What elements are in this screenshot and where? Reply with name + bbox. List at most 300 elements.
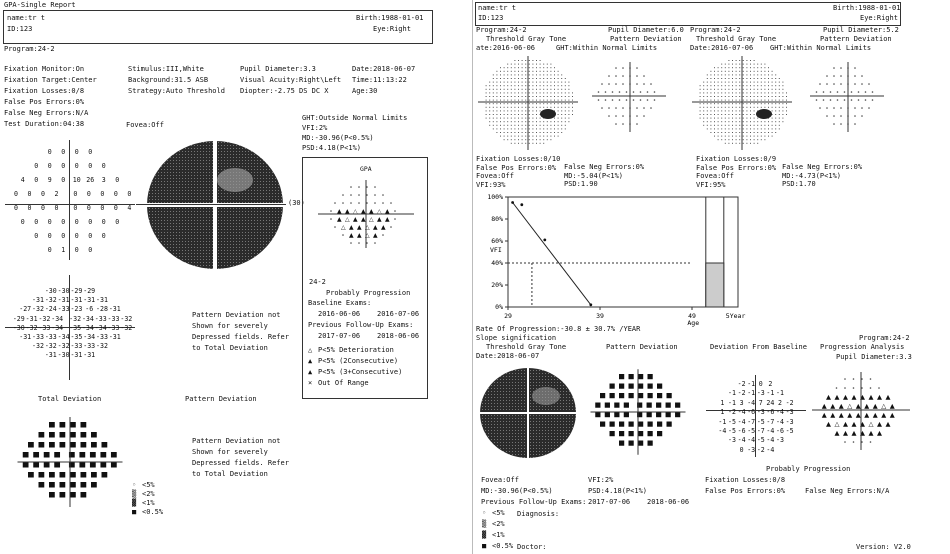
gray-dot xyxy=(550,128,551,129)
grid-value: -4 xyxy=(747,436,756,445)
pd-dot xyxy=(654,99,656,101)
gray-dot xyxy=(529,74,530,75)
y-tick-label: 80% xyxy=(491,215,503,223)
grid-value: -1 xyxy=(728,398,736,407)
gray-dot xyxy=(536,64,537,65)
gray-dot xyxy=(725,128,726,129)
gray-dot xyxy=(507,82,508,83)
exam3-vfi: VFI:2% xyxy=(588,476,614,484)
gray-dot xyxy=(743,114,744,115)
gray-dot xyxy=(547,100,548,101)
gray-dot xyxy=(522,78,523,79)
gray-dot xyxy=(707,114,708,115)
grid-value: -33 xyxy=(38,323,51,332)
prob-square xyxy=(49,472,55,478)
pd-dot xyxy=(819,83,821,85)
gray-dot xyxy=(540,64,541,65)
gray-dot xyxy=(547,103,548,104)
pd-dot xyxy=(826,75,828,77)
gray-dot xyxy=(728,132,729,133)
prob-square xyxy=(91,472,97,478)
gpa-map xyxy=(310,180,420,250)
gray-dot xyxy=(540,78,541,79)
gray-dot xyxy=(486,103,487,104)
grid-value: -5 xyxy=(728,417,736,426)
gray-dot xyxy=(572,114,573,115)
gray-dot xyxy=(543,103,544,104)
prob-square xyxy=(605,403,610,408)
gray-dot xyxy=(547,67,548,68)
gray-dot xyxy=(536,136,537,137)
prob-square xyxy=(100,452,106,458)
gray-dot xyxy=(543,143,544,144)
gray-dot xyxy=(536,89,537,90)
gray-dot xyxy=(700,100,701,101)
gpa-triangle: ▲ xyxy=(385,216,390,223)
gray-dot xyxy=(757,92,758,93)
gray-dot xyxy=(786,107,787,108)
prob-square xyxy=(23,462,29,468)
legend-label-1: <2% xyxy=(492,520,505,528)
gray-dot xyxy=(529,125,530,126)
grid-value: 26 xyxy=(86,176,95,184)
gray-dot xyxy=(550,121,551,122)
gray-dot xyxy=(507,121,508,122)
gray-dot xyxy=(550,96,551,97)
pd-note-line-3: to Total Deviation xyxy=(192,344,268,352)
eye-side: Eye:Right xyxy=(373,25,411,33)
pd-dot xyxy=(622,123,624,125)
gray-dot xyxy=(507,107,508,108)
gray-dot xyxy=(786,110,787,111)
pd-dot xyxy=(598,99,600,101)
gray-dot xyxy=(772,78,773,79)
grid-value: -4 xyxy=(776,408,784,417)
gray-dot xyxy=(558,107,559,108)
prob-square xyxy=(91,442,97,448)
grid-value: 0 xyxy=(61,218,66,226)
grid-value: -33 xyxy=(96,333,108,341)
gray-dot xyxy=(493,82,494,83)
gray-dot xyxy=(554,103,555,104)
grid-value: -7 xyxy=(747,417,756,426)
gray-dot xyxy=(511,110,512,111)
gray-dot xyxy=(710,85,711,86)
grid-value: -7 xyxy=(756,427,765,435)
grid-value: -31 xyxy=(44,351,57,360)
pd-dot xyxy=(650,107,652,109)
gray-dot xyxy=(750,128,751,129)
pa-triangle: △ xyxy=(847,402,853,410)
gray-dot xyxy=(739,71,740,72)
gray-dot xyxy=(540,96,541,97)
pa-triangle: ▲ xyxy=(834,393,840,401)
gray-dot xyxy=(543,82,544,83)
grid-value: 0 xyxy=(73,190,78,198)
gray-dot xyxy=(739,114,740,115)
gray-dot xyxy=(558,92,559,93)
gpa-triangle: ▲ xyxy=(369,208,374,215)
gray-dot xyxy=(736,136,737,137)
gray-dot xyxy=(725,89,726,90)
gray-dot xyxy=(507,103,508,104)
exam2-date: Date:2016-07-06 xyxy=(690,44,754,52)
gray-dot xyxy=(725,107,726,108)
gray-dot xyxy=(718,71,719,72)
exam1-pd-map xyxy=(588,62,668,142)
gray-dot xyxy=(703,103,704,104)
gray-dot xyxy=(550,139,551,140)
grid-value: -6 xyxy=(85,305,94,314)
gray-dot xyxy=(764,78,765,79)
gpa-dot xyxy=(394,218,396,220)
gray-dot xyxy=(525,64,526,65)
grid-value: -24 xyxy=(44,305,57,314)
gray-dot xyxy=(736,132,737,133)
gray-dot xyxy=(707,125,708,126)
y-tick-label: 0% xyxy=(495,303,503,311)
grid-value: -2 xyxy=(728,408,736,417)
gray-dot xyxy=(558,96,559,97)
gpa-legend-label-2: P<5% (3+Consecutive) xyxy=(318,368,403,376)
gray-dot xyxy=(782,89,783,90)
gray-dot xyxy=(543,74,544,75)
gray-dot xyxy=(518,78,519,79)
grid-value: -6 xyxy=(776,427,784,435)
gray-dot xyxy=(764,139,765,140)
pa-triangle: ▲ xyxy=(860,429,865,437)
prob-square xyxy=(600,393,605,398)
grid-value: 10 xyxy=(72,176,81,184)
gray-dot xyxy=(757,100,758,101)
gray-dot xyxy=(707,74,708,75)
prob-square xyxy=(666,403,671,408)
pa-triangle: ▲ xyxy=(821,411,827,419)
gray-dot xyxy=(543,136,544,137)
gray-dot xyxy=(489,92,490,93)
prob-square xyxy=(647,403,652,408)
grid-value: -2 xyxy=(756,445,765,454)
prob-square xyxy=(657,384,662,389)
gray-dot xyxy=(743,107,744,108)
gray-dot xyxy=(721,64,722,65)
gray-dot xyxy=(754,128,755,129)
gray-dot xyxy=(761,139,762,140)
gray-dot xyxy=(540,121,541,122)
gray-dot xyxy=(554,125,555,126)
gray-dot xyxy=(775,132,776,133)
gpa-legend-label-3: Out Of Range xyxy=(318,379,369,387)
gray-dot xyxy=(489,103,490,104)
gray-dot xyxy=(718,92,719,93)
grid-value: -5 xyxy=(756,417,765,426)
gray-dot xyxy=(532,143,533,144)
gray-dot xyxy=(714,100,715,101)
gray-dot xyxy=(743,143,744,144)
gray-dot xyxy=(725,78,726,79)
gpa-dot xyxy=(358,242,360,244)
gray-dot xyxy=(772,136,773,137)
prob-square xyxy=(81,432,87,438)
legend-label-0: <5% xyxy=(492,509,505,517)
gray-dot xyxy=(568,114,569,115)
gray-dot xyxy=(554,67,555,68)
gray-dot xyxy=(739,121,740,122)
gray-dot xyxy=(707,110,708,111)
gray-dot xyxy=(772,82,773,83)
gray-dot xyxy=(775,128,776,129)
gray-dot xyxy=(532,139,533,140)
gray-dot xyxy=(750,139,751,140)
gray-dot xyxy=(736,78,737,79)
prob-square xyxy=(648,393,653,398)
prob-square xyxy=(610,422,615,427)
doctor-label: Doctor: xyxy=(517,543,547,551)
gray-dot xyxy=(743,74,744,75)
gray-dot xyxy=(489,82,490,83)
gray-dot xyxy=(761,136,762,137)
gray-dot xyxy=(511,64,512,65)
gray-dot xyxy=(525,82,526,83)
gray-dot xyxy=(536,74,537,75)
pd-dot xyxy=(826,115,828,117)
gray-dot xyxy=(750,114,751,115)
vfi-axis-label: VFI xyxy=(490,246,502,254)
pd-dot xyxy=(601,83,603,85)
grid-value: -33 xyxy=(57,305,70,314)
grid-value: -5 xyxy=(756,436,765,445)
pd-dot xyxy=(819,107,821,109)
gray-dot xyxy=(750,82,751,83)
prob-square xyxy=(614,412,619,417)
gray-dot xyxy=(514,121,515,122)
gray-dot xyxy=(572,100,573,101)
gray-dot xyxy=(754,136,755,137)
gray-dot xyxy=(532,85,533,86)
chart-frame xyxy=(508,197,738,307)
gray-dot xyxy=(540,60,541,61)
gray-dot xyxy=(779,107,780,108)
gpa-triangle: △ xyxy=(377,208,382,215)
gray-dot xyxy=(757,64,758,65)
gpa-triangle: △ xyxy=(365,224,370,231)
age-axis-label: Age xyxy=(687,319,700,327)
gray-dot xyxy=(707,89,708,90)
gpa-triangle: ▲ xyxy=(357,224,362,231)
gpa-triangle: ▲ xyxy=(353,216,358,223)
gray-dot xyxy=(772,128,773,129)
gray-dot xyxy=(736,107,737,108)
pd-dot xyxy=(872,99,874,101)
grid-value: -1 xyxy=(718,417,727,426)
grid-value: -32 xyxy=(120,323,133,332)
exam2-gray-map xyxy=(692,56,792,151)
gray-dot xyxy=(757,96,758,97)
pd-dot xyxy=(840,115,842,117)
gray-dot xyxy=(504,71,505,72)
gray-dot xyxy=(532,67,533,68)
gray-dot xyxy=(518,107,519,108)
gray-dot xyxy=(536,110,537,111)
gray-dot xyxy=(732,110,733,111)
gray-dot xyxy=(547,96,548,97)
grid-value: -32 xyxy=(32,342,44,351)
gray-dot xyxy=(743,64,744,65)
prob-square xyxy=(81,472,87,478)
gray-dot xyxy=(725,136,726,137)
gray-dot xyxy=(721,121,722,122)
gray-dot xyxy=(728,64,729,65)
gray-dot xyxy=(718,89,719,90)
grid-value: -33 xyxy=(107,323,120,332)
pa-dot xyxy=(853,378,855,380)
gray-dot xyxy=(768,85,769,86)
gray-dot xyxy=(540,125,541,126)
gpa-dot xyxy=(394,210,396,212)
gray-dot xyxy=(721,85,722,86)
gray-dot xyxy=(754,100,755,101)
exam3-false-neg: False Neg Errors:N/A xyxy=(805,487,890,495)
ght-line-0: GHT:Outside Normal Limits xyxy=(302,114,408,122)
prob-square xyxy=(102,442,108,448)
gray-dot xyxy=(746,118,747,119)
prob-square xyxy=(619,441,624,446)
gray-dot xyxy=(511,132,512,133)
gray-dot xyxy=(764,100,765,101)
gray-dot xyxy=(525,71,526,72)
gray-dot xyxy=(736,60,737,61)
exam2-pupil: Pupil Diameter:5.2 xyxy=(823,26,899,34)
gray-dot xyxy=(489,121,490,122)
gray-dot xyxy=(703,89,704,90)
gray-dot xyxy=(493,121,494,122)
prob-square xyxy=(49,422,55,428)
gray-dot xyxy=(707,78,708,79)
gray-dot xyxy=(514,107,515,108)
gray-dot xyxy=(772,107,773,108)
gray-dot xyxy=(746,67,747,68)
gray-dot xyxy=(732,74,733,75)
pa-triangle: ▲ xyxy=(830,402,836,410)
gray-dot xyxy=(540,118,541,119)
gray-dot xyxy=(554,121,555,122)
gray-dot xyxy=(518,82,519,83)
gray-dot xyxy=(514,74,515,75)
pd-dot xyxy=(823,99,825,101)
gray-dot xyxy=(525,139,526,140)
gray-dot xyxy=(550,71,551,72)
pa-triangle: ▲ xyxy=(830,411,836,419)
gray-dot xyxy=(565,96,566,97)
prob-square xyxy=(44,452,50,458)
gray-dot xyxy=(761,92,762,93)
pa-dot xyxy=(844,378,846,380)
gray-dot xyxy=(707,96,708,97)
gray-dot xyxy=(775,89,776,90)
gray-dot xyxy=(768,107,769,108)
gray-dot xyxy=(525,132,526,133)
legend-symbol-0: ◦ xyxy=(482,509,487,517)
gray-dot xyxy=(496,128,497,129)
grid-value: 0 xyxy=(47,246,52,254)
gray-dot xyxy=(728,128,729,129)
grid-value: -3 xyxy=(747,445,756,454)
gray-dot xyxy=(525,96,526,97)
gray-dot xyxy=(518,125,519,126)
gray-dot xyxy=(754,71,755,72)
prob-square xyxy=(656,412,661,417)
gray-dot xyxy=(500,67,501,68)
gray-dot xyxy=(746,60,747,61)
pd-dot xyxy=(643,75,645,77)
gray-dot xyxy=(761,64,762,65)
pd-dot xyxy=(833,123,835,125)
gray-dot xyxy=(540,89,541,90)
info-line-2: Fixation Losses:0/8 xyxy=(4,87,85,95)
vfi-point xyxy=(543,239,546,242)
gray-dot xyxy=(725,121,726,122)
gray-dot xyxy=(757,71,758,72)
gray-dot xyxy=(718,67,719,68)
grid-value: -32 xyxy=(96,342,108,351)
gray-dot xyxy=(568,107,569,108)
exam3-psd: PSD:4.18(P<1%) xyxy=(588,487,648,495)
pd-dot xyxy=(636,67,638,69)
gray-dot xyxy=(525,78,526,79)
grid-value: 0 xyxy=(74,218,79,226)
gray-dot xyxy=(558,110,559,111)
gpa-dot xyxy=(350,194,352,196)
info-line-2: Age:30 xyxy=(352,87,378,95)
gray-dot xyxy=(561,121,562,122)
gray-dot xyxy=(721,67,722,68)
gray-dot xyxy=(565,100,566,101)
gray-tone-map xyxy=(145,135,285,275)
legend-label-3: <0.5% xyxy=(142,508,164,516)
gray-dot xyxy=(728,118,729,119)
gray-dot xyxy=(525,74,526,75)
grid-value: 9 xyxy=(47,176,52,184)
gray-dot xyxy=(732,139,733,140)
pa-triangle: ▲ xyxy=(851,393,857,401)
gray-dot xyxy=(550,100,551,101)
gray-dot xyxy=(507,136,508,137)
gray-dot xyxy=(522,143,523,144)
gray-dot xyxy=(522,139,523,140)
gray-dot xyxy=(764,96,765,97)
gray-dot xyxy=(728,125,729,126)
gray-dot xyxy=(750,121,751,122)
grid-value: -6 xyxy=(766,408,775,417)
gray-dot xyxy=(718,100,719,101)
gray-dot xyxy=(554,78,555,79)
gray-dot xyxy=(507,89,508,90)
pd-dot xyxy=(598,91,600,93)
prob-square xyxy=(100,462,106,468)
gray-dot xyxy=(561,96,562,97)
gray-dot xyxy=(743,82,744,83)
gray-dot xyxy=(768,71,769,72)
gray-dot xyxy=(757,125,758,126)
gray-dot xyxy=(486,107,487,108)
gray-dot xyxy=(725,96,726,97)
gray-dot xyxy=(522,71,523,72)
grid-value: -32 xyxy=(69,314,82,323)
gray-dot xyxy=(529,118,530,119)
y-tick-label: 20% xyxy=(491,281,503,289)
pa-triangle: △ xyxy=(881,402,887,410)
gray-dot xyxy=(525,60,526,61)
